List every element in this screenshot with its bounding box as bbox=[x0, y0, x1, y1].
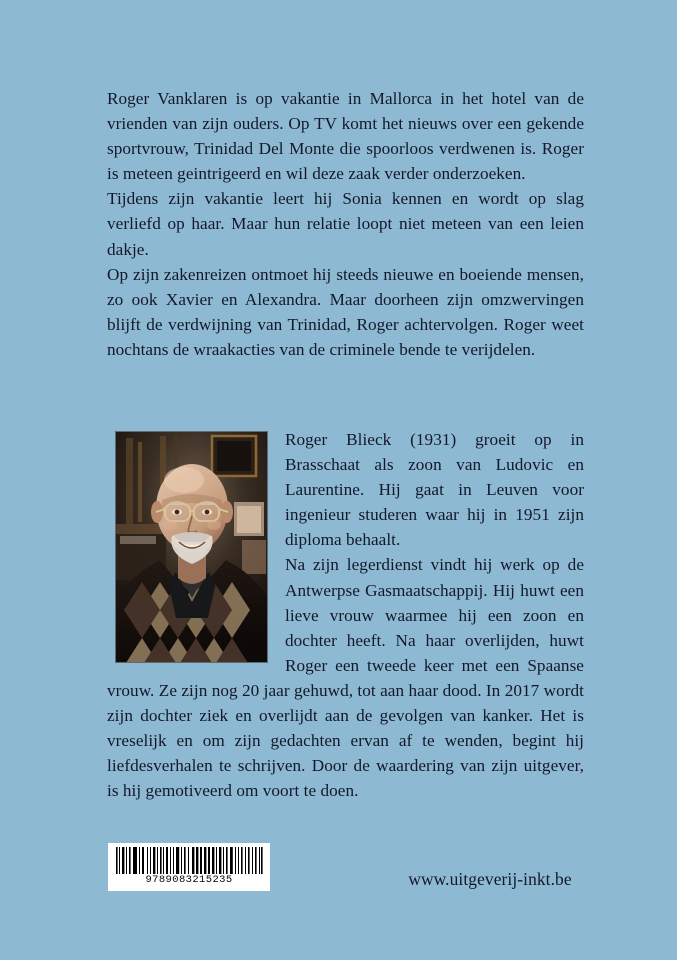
blurb-text bbox=[107, 86, 584, 362]
isbn-number: 9789083215235 bbox=[145, 874, 233, 886]
cover-footer bbox=[0, 840, 677, 910]
barcode-bars-graphic bbox=[115, 847, 263, 874]
author-bio-paragraph-2: Na zijn legerdienst vindt hij werk op de Antwerpse Gasmaatschappij. Hij huwt een lieve vrouw waarmee hij een zoon en dochter heeft. Na haar overlijden, huwt Roger een tweede keer met een Spaanse vrouw. Ze zijn nog 20 jaar gehuwd, tot aan haar dood. In 2017 wordt zijn dochter ziek en overlijdt aan de gevolgen van kanker. Het is vreselijk en om zijn gedachten ervan af te wenden, begint hij liefdesverhalen te schrijven. Door de waardering van zijn uitgever, is hij gemotiveerd om voort te doen. bbox=[107, 555, 584, 801]
blurb-paragraph-2: Tijdens zijn vakantie leert hij Sonia kennen en wordt op slag verliefd op haar. Maar hun relatie loopt niet meteen van een leien dakje. bbox=[107, 189, 584, 259]
blurb-paragraph-3: Op zijn zakenreizen ontmoet hij steeds nieuwe en boeiende mensen, zo ook Xavier en Alexandra. Maar doorheen zijn omzwervingen blijft de verdwijning van Trinidad, Roger achtervolgen. Roger weet nochtans de wraakacties van de criminele bende te verijdelen. bbox=[107, 264, 584, 359]
publisher-website[interactable]: www.uitgeverij-inkt.be bbox=[408, 869, 572, 889]
author-portrait-image bbox=[116, 432, 267, 662]
blurb-paragraph-1: Roger Vanklaren is op vakantie in Mallorca in het hotel van de vrienden van zijn ouders. Op TV komt het nieuws over een gekende sportvrouw, Trinidad Del Monte die spoorloos verdwenen is. Roger is meteen geintrigeerd en wil deze zaak verder onderzoeken. bbox=[107, 89, 584, 184]
isbn-barcode bbox=[108, 843, 270, 891]
author-bio-paragraph-1: Roger Blieck (1931) groeit op in Brasschaat als zoon van Ludovic en Laurentine. Hij gaat in Leuven voor ingenieur studeren waar hij in 1951 zijn diploma behaalt. bbox=[285, 430, 584, 550]
author-section bbox=[107, 427, 584, 803]
author-portrait-photo bbox=[115, 431, 268, 663]
